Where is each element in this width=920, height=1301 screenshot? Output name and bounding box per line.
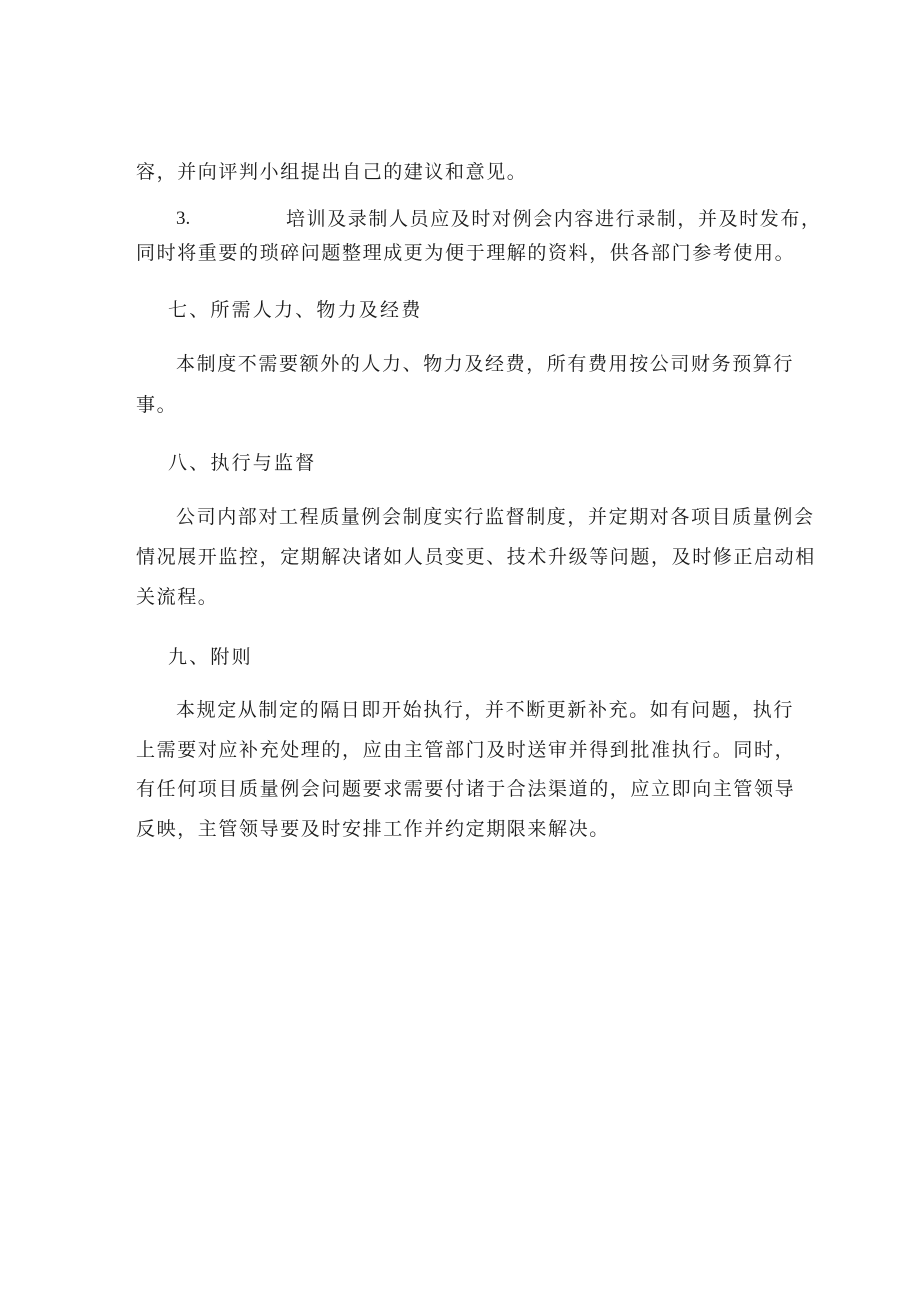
paragraph-line: 公司内部对工程质量例会制度实行监督制度，并定期对各项目质量例会 (176, 506, 815, 528)
paragraph-line: 情况展开监控，定期解决诸如人员变更、技术升级等问题，及时修正启动相 (136, 546, 816, 568)
list-item-number: 3. (176, 208, 191, 229)
paragraph-line: 本制度不需要额外的人力、物力及经费，所有费用按公司财务预算行 (176, 353, 795, 375)
paragraph-line: 同时将重要的琐碎问题整理成更为便于理解的资料，供各部门参考使用。 (136, 242, 796, 264)
section-heading: 八、执行与监督 (168, 452, 317, 474)
paragraph-line: 培训及录制人员应及时对例会内容进行录制，并及时发布， (286, 208, 822, 230)
paragraph-line: 上需要对应补充处理的，应由主管部门及时送审并得到批准执行。同时， (136, 739, 796, 761)
section-heading: 九、附则 (168, 646, 253, 668)
paragraph-line: 容，并向评判小组提出自己的建议和意见。 (136, 161, 528, 183)
paragraph-line: 本规定从制定的隔日即开始执行，并不断更新补充。如有问题，执行 (176, 699, 795, 721)
paragraph-line: 关流程。 (136, 586, 219, 608)
paragraph-line: 有任何项目质量例会问题要求需要付诸于合法渠道的，应立即向主管领导 (136, 778, 796, 800)
section-heading: 七、所需人力、物力及经费 (168, 299, 423, 321)
paragraph-line: 事。 (136, 394, 178, 416)
paragraph-line: 反映，主管领导要及时安排工作并约定期限来解决。 (136, 818, 610, 840)
